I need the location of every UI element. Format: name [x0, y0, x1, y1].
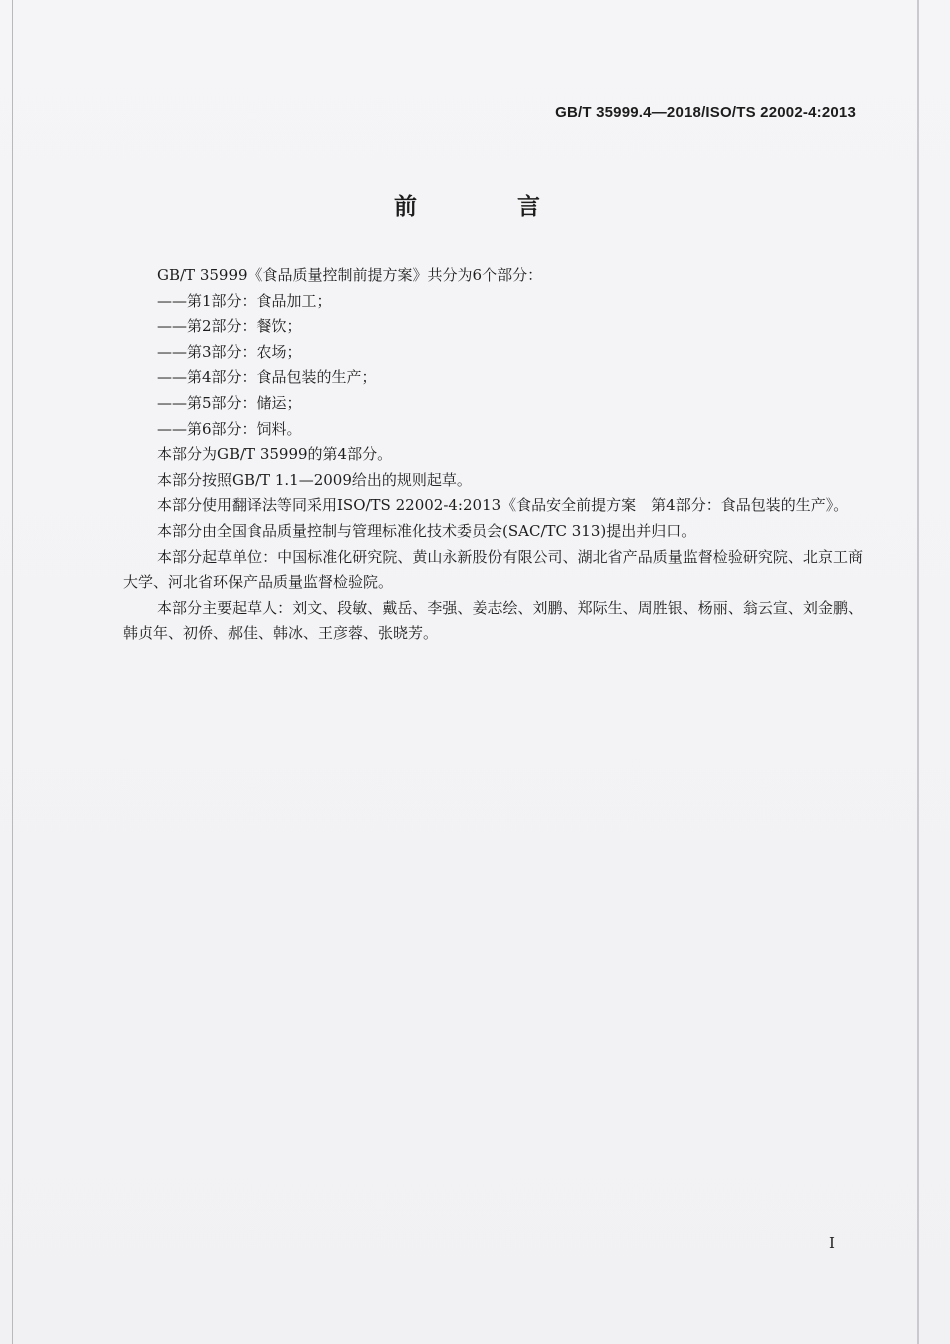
paragraph-drafters: 本部分主要起草人：刘文、段敏、戴岳、李强、姜志绘、刘鹏、郑际生、周胜银、杨丽、翁云宣、刘金鹏、韩贞年、初侨、郝佳、韩冰、王彦蓉、张晓芳。	[123, 598, 863, 643]
paragraph-drafting-rules: 本部分按照GB/T 1.1—2009给出的规则起草。	[157, 470, 472, 489]
list-item-part-6: ——第6部分：饲料。	[157, 419, 302, 438]
page-title: 前 言	[393, 194, 586, 220]
standard-code: GB/T 35999.4—2018/ISO/TS 22002-4:2013	[555, 104, 856, 121]
paragraph-adoption: 本部分使用翻译法等同采用ISO/TS 22002-4:2013《食品安全前提方案 第4部分：食品包装的生产》。	[157, 496, 849, 515]
foreword-body	[123, 263, 863, 647]
list-item-part-2: ——第2部分：餐饮；	[157, 317, 302, 336]
list-item-part-4: ——第4部分：食品包装的生产；	[157, 368, 377, 387]
paragraph-drafting-units: 本部分起草单位：中国标准化研究院、黄山永新股份有限公司、湖北省产品质量监督检验研究院、北京工商大学、河北省环保产品质量监督检验院。	[123, 547, 863, 592]
paragraph-committee: 本部分由全国食品质量控制与管理标准化技术委员会(SAC/TC 313)提出并归口。	[157, 521, 697, 540]
list-item-part-3: ——第3部分：农场；	[157, 342, 302, 361]
page-number: I	[829, 1234, 835, 1252]
list-item-part-1: ——第1部分：食品加工；	[157, 291, 332, 310]
paragraph-intro: GB/T 35999《食品质量控制前提方案》共分为6个部分：	[157, 266, 543, 284]
paragraph-part-statement: 本部分为GB/T 35999的第4部分。	[157, 445, 393, 464]
list-item-part-5: ——第5部分：储运；	[157, 393, 302, 412]
